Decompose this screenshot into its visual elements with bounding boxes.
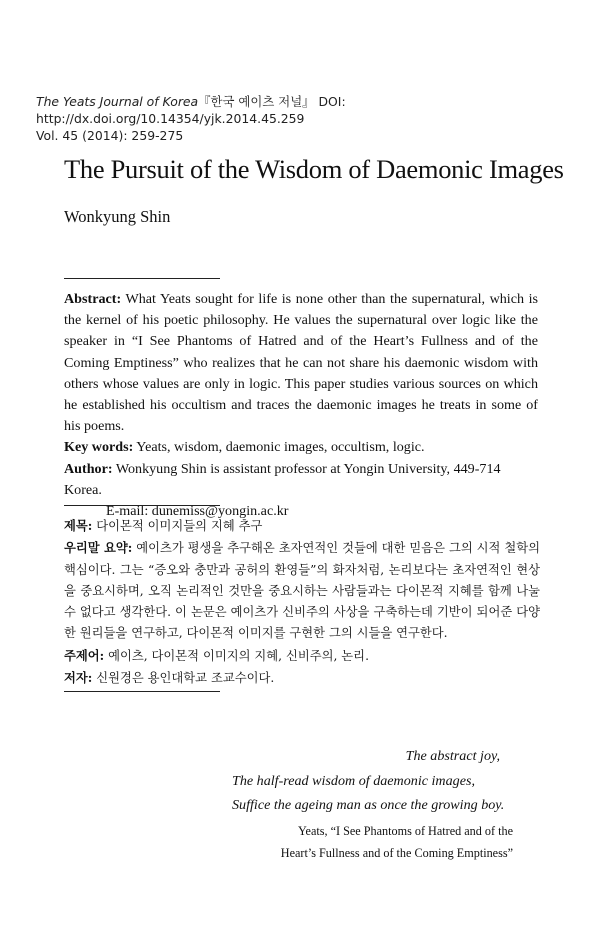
korean-summary-text: 예이츠가 평생을 추구해온 초자연적인 것들에 대한 믿음은 그의 시적 철학의 핵심이다. 그는 “증오와 충만과 공허의 환영들”의 화자처럼, 논리보다는 초자연적인 현상을 중요시하며, 오직 논리적인 것만을 중요시하는 사람들과는 다이몬적 지혜를 함께 나눌 수 없다고 생각한다. 이 논문은 예이츠가 신비주의 사상을 구축하는데 기반이 되어준 다양한 원리들을 연구하고, 다이몬적 이미지를 구현한 그의 시들을 연구한다. [64,541,540,641]
korean-summary [64,537,540,644]
korean-title-label: 제목: [64,518,93,533]
abstract-text: What Yeats sought for life is none other than the supernatural, which is the kernel of his poetic philosophy. He values the supernatural over logic like the speaker in “I See Phantoms of Hatred and of the Heart’s Fullness and of the Coming Emptiness” who realizes that he can not share his daemonic wisdom with others whose values are only in logic. This paper studies various sources on which he established his occultism and traces the daemonic images he treats in some of his poems. [64,291,538,435]
abstract-label: Abstract: [64,291,122,307]
korean-author-label: 저자: [64,670,93,686]
korean-title-line [64,515,540,537]
author-label: Author: [64,460,113,477]
author-email[interactable]: E-mail: dunemiss@yongin.ac.kr [106,503,289,520]
epigraph [200,744,513,864]
keywords-text: Yeats, wisdom, daemonic images, occultism, logic. [133,439,425,456]
korean-keywords-text: 예이츠, 다이몬적 이미지의 지혜, 신비주의, 논리. [104,648,369,663]
doi-link[interactable]: DOI: http://dx.doi.org/10.14354/yjk.2014.45.259 [36,94,346,126]
journal-citation-line [36,93,576,127]
author-info: Wonkyung Shin is assistant professor at Yongin University, 449-714 Korea. [64,460,501,498]
korean-title-text: 다이몬적 이미지들의 지혜 추구 [92,519,263,533]
epigraph-line: The half-read wisdom of daemonic images, [232,772,475,789]
keywords-line [64,437,538,458]
article-author: Wonkyung Shin [64,207,171,226]
korean-summary-label: 우리말 요약: [64,540,133,556]
abstract-paragraph [64,289,538,437]
korean-author-text: 신원경은 용인대학교 조교수이다. [92,671,275,686]
journal-korean-name: 『한국 예이츠 저널』 [198,94,315,109]
epigraph-source [200,820,513,864]
divider-middle [64,505,220,506]
journal-name: The Yeats Journal of Korea [36,94,199,109]
epigraph-source-line: Yeats, “I See Phantoms of Hatred and of the [297,823,513,838]
journal-volume: Vol. 45 (2014): 259-275 [36,128,184,143]
journal-header [36,93,576,144]
keywords-label: Key words: [64,439,134,456]
korean-keywords-label: 주제어: [64,647,105,663]
author-line [64,459,538,501]
korean-author-line [64,667,540,689]
divider-top [64,278,220,279]
article-title: The Pursuit of the Wisdom of Daemonic Images [64,154,564,184]
epigraph-line: The abstract joy, [405,748,500,764]
divider-bottom [64,691,220,692]
epigraph-line: Suffice the ageing man as once the growing boy. [232,797,505,813]
epigraph-source-line: Heart’s Fullness and of the Coming Emptiness” [280,845,513,860]
korean-section [64,515,540,689]
abstract-section [64,289,538,522]
korean-keywords-line [64,645,540,667]
